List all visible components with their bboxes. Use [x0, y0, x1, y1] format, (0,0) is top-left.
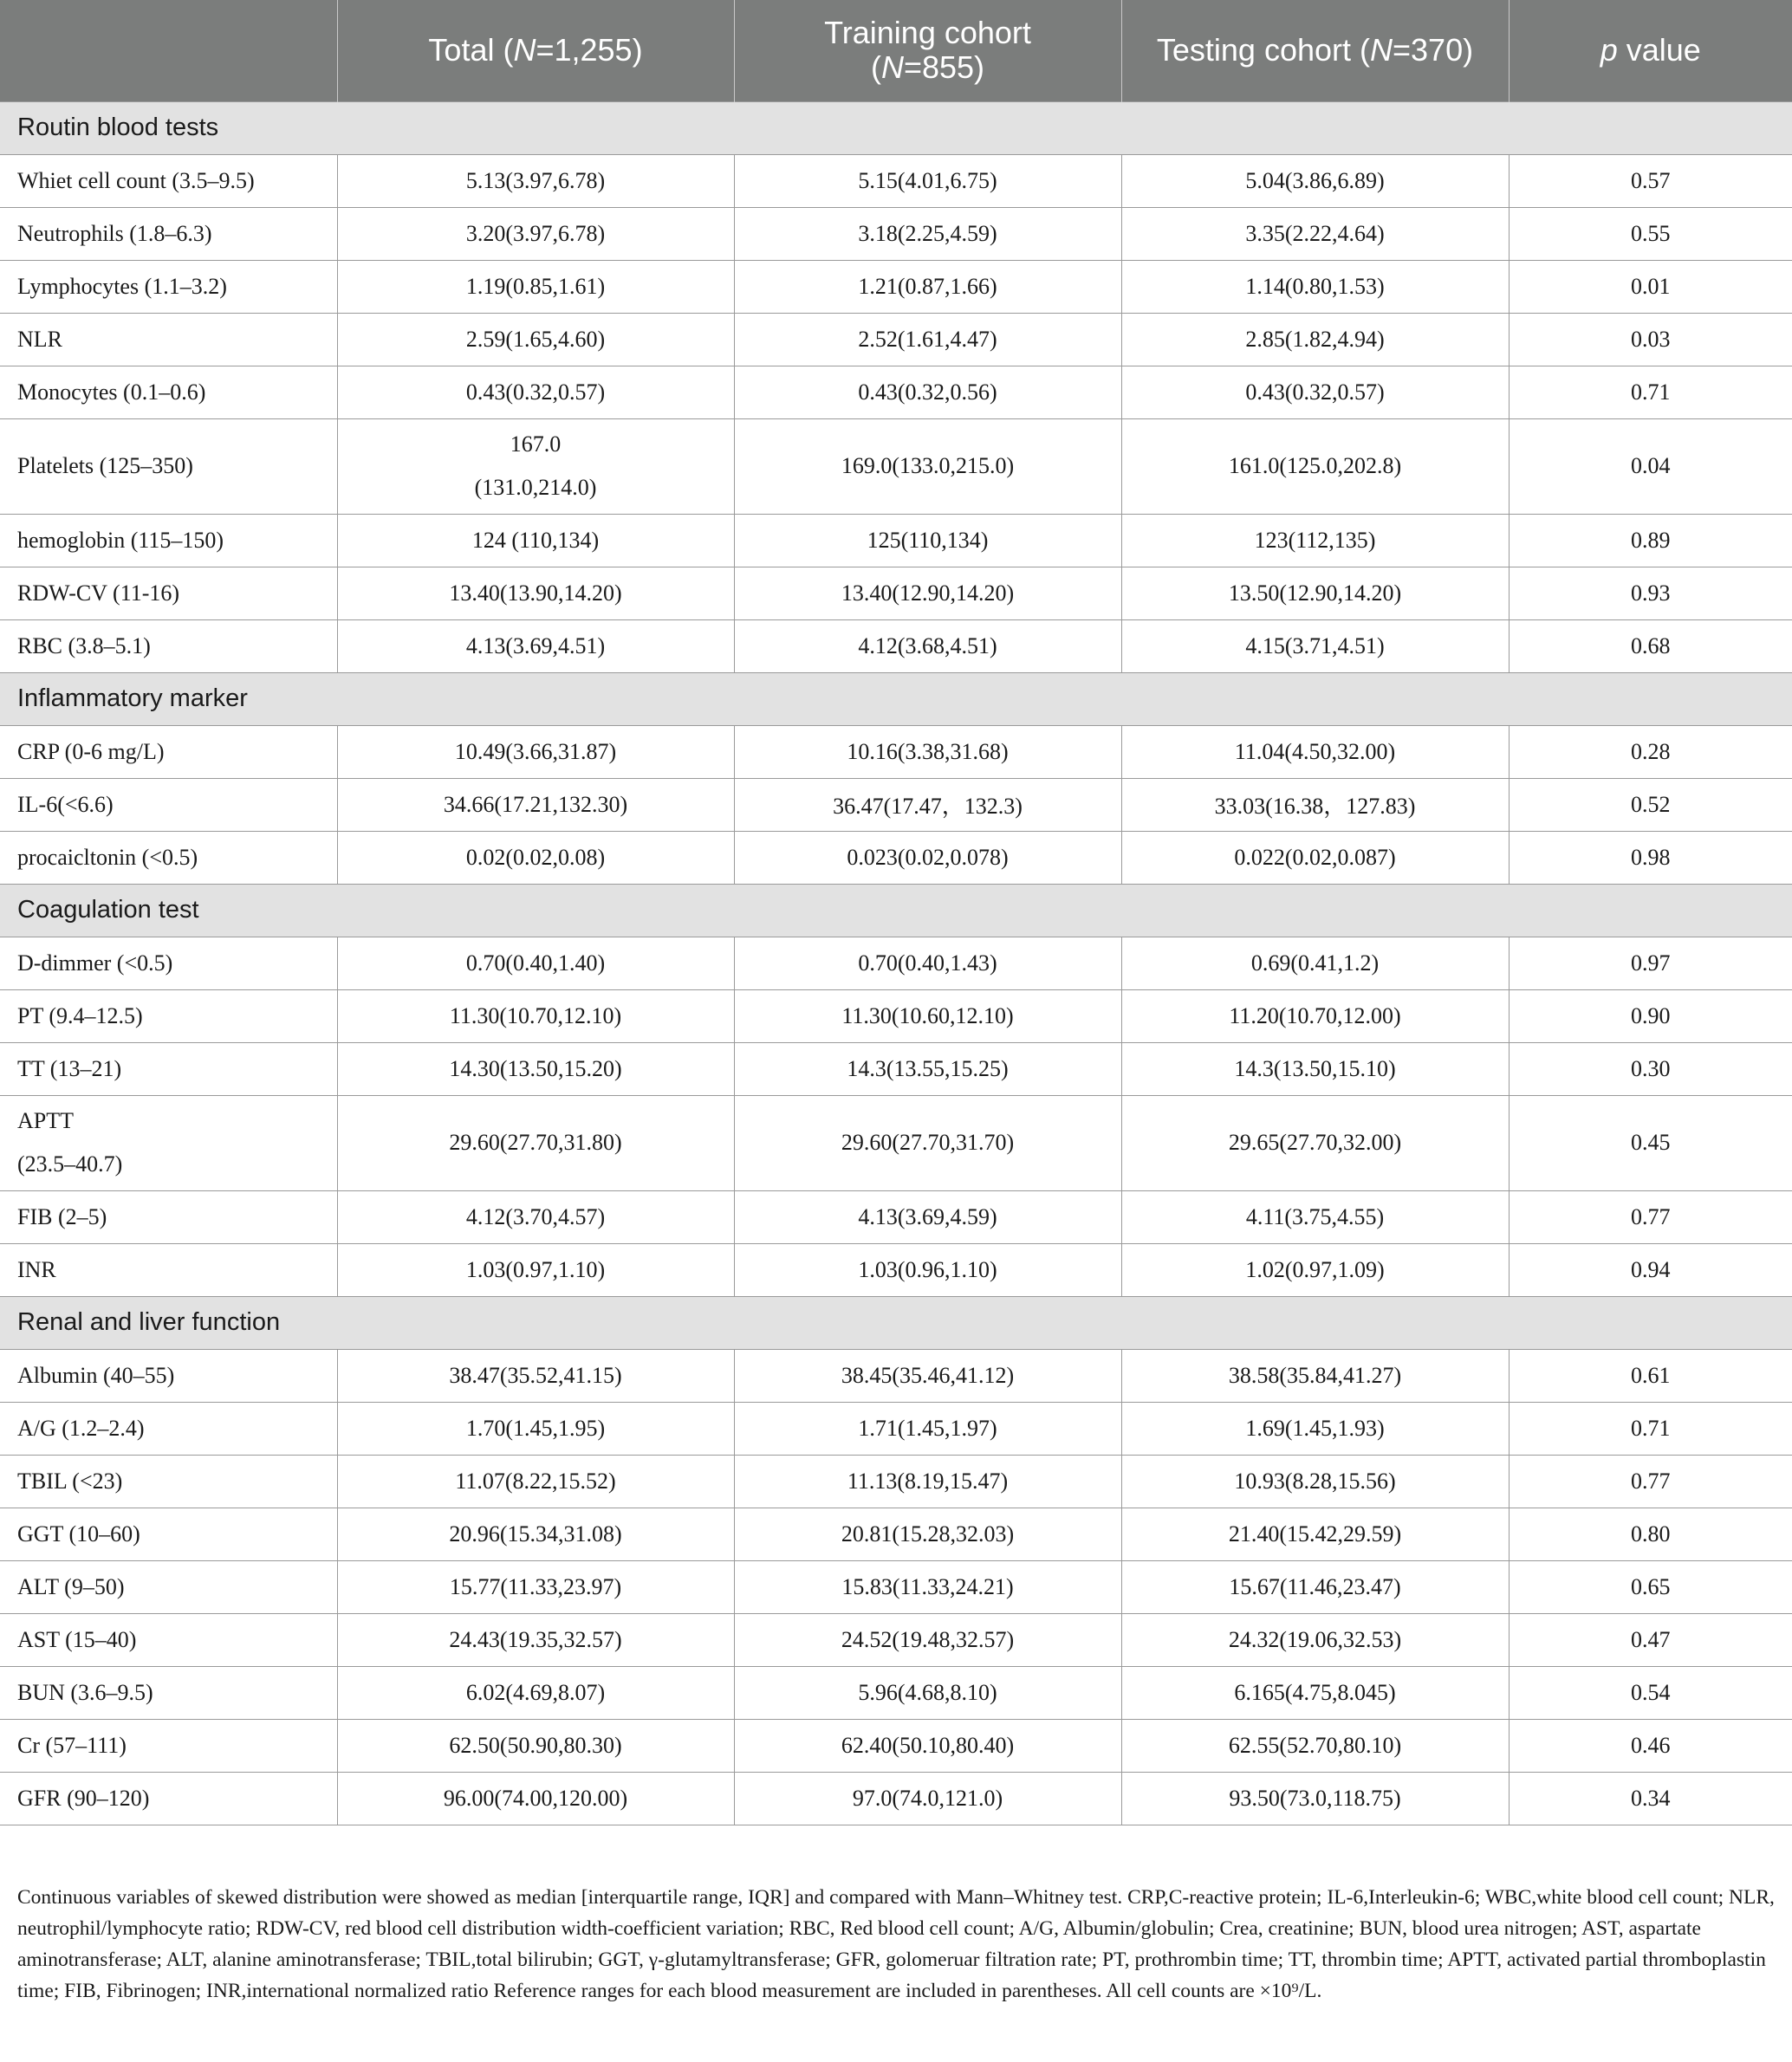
cell-training: 1.03(0.96,1.10): [734, 1243, 1121, 1296]
cell-testing: 93.50(73.0,118.75): [1121, 1772, 1509, 1825]
table-row: [0, 1613, 1792, 1666]
cell-training: 20.81(15.28,32.03): [734, 1508, 1121, 1560]
cell-training: 14.3(13.55,15.25): [734, 1042, 1121, 1095]
cell-total: 0.43(0.32,0.57): [337, 366, 734, 418]
table-row: [0, 1402, 1792, 1455]
row-label: RDW-CV (11-16): [0, 567, 337, 619]
row-label: NLR: [0, 313, 337, 366]
cell-testing: 1.69(1.45,1.93): [1121, 1402, 1509, 1455]
section-header-row: [0, 101, 1792, 154]
table-body: [0, 101, 1792, 1825]
cell-total: 11.30(10.70,12.10): [337, 989, 734, 1042]
row-label: TBIL (<23): [0, 1455, 337, 1508]
header-total: Total (N=1,255): [337, 0, 734, 101]
cell-total: 14.30(13.50,15.20): [337, 1042, 734, 1095]
cell-testing: 13.50(12.90,14.20): [1121, 567, 1509, 619]
cell-testing: 3.35(2.22,4.64): [1121, 207, 1509, 260]
cell-testing: 15.67(11.46,23.47): [1121, 1560, 1509, 1613]
row-label: D-dimmer (<0.5): [0, 937, 337, 989]
cell-p-value: 0.57: [1509, 154, 1792, 207]
cell-training: 11.30(10.60,12.10): [734, 989, 1121, 1042]
cell-total: 1.70(1.45,1.95): [337, 1402, 734, 1455]
cell-p-value: 0.47: [1509, 1613, 1792, 1666]
cell-total: 167.0 (131.0,214.0): [337, 418, 734, 514]
header-testing: Testing cohort (N=370): [1121, 0, 1509, 101]
cell-p-value: 0.30: [1509, 1042, 1792, 1095]
table-row: [0, 1560, 1792, 1613]
table-row: [0, 619, 1792, 672]
cell-total: 0.02(0.02,0.08): [337, 831, 734, 884]
table-row: [0, 1349, 1792, 1402]
row-label: Monocytes (0.1–0.6): [0, 366, 337, 418]
cell-total: 38.47(35.52,41.15): [337, 1349, 734, 1402]
cell-p-value: 0.55: [1509, 207, 1792, 260]
row-label: hemoglobin (115–150): [0, 514, 337, 567]
row-label: Albumin (40–55): [0, 1349, 337, 1402]
cell-training: 3.18(2.25,4.59): [734, 207, 1121, 260]
table-row: [0, 260, 1792, 313]
cell-training: 29.60(27.70,31.70): [734, 1095, 1121, 1190]
cell-total: 0.70(0.40,1.40): [337, 937, 734, 989]
cell-testing: 161.0(125.0,202.8): [1121, 418, 1509, 514]
cell-training: 13.40(12.90,14.20): [734, 567, 1121, 619]
section-title: Inflammatory marker: [0, 672, 1792, 725]
table-row: [0, 154, 1792, 207]
cell-p-value: 0.04: [1509, 418, 1792, 514]
row-label: procaicltonin (<0.5): [0, 831, 337, 884]
cell-total: 11.07(8.22,15.52): [337, 1455, 734, 1508]
cell-training: 24.52(19.48,32.57): [734, 1613, 1121, 1666]
table-row: [0, 1508, 1792, 1560]
table-row: [0, 1455, 1792, 1508]
cell-testing: 11.04(4.50,32.00): [1121, 725, 1509, 778]
cell-total: 5.13(3.97,6.78): [337, 154, 734, 207]
cell-p-value: 0.77: [1509, 1190, 1792, 1243]
table-row: [0, 1772, 1792, 1825]
cell-testing: 33.03(16.38，127.83): [1121, 778, 1509, 831]
row-label: FIB (2–5): [0, 1190, 337, 1243]
cell-p-value: 0.94: [1509, 1243, 1792, 1296]
cell-testing: 4.15(3.71,4.51): [1121, 619, 1509, 672]
row-label: APTT (23.5–40.7): [0, 1095, 337, 1190]
table-row: [0, 989, 1792, 1042]
cell-testing: 4.11(3.75,4.55): [1121, 1190, 1509, 1243]
table-row: [0, 313, 1792, 366]
header-training: Training cohort (N=855): [734, 0, 1121, 101]
cell-testing: 0.43(0.32,0.57): [1121, 366, 1509, 418]
header-label: [0, 0, 337, 101]
row-label: INR: [0, 1243, 337, 1296]
cell-p-value: 0.71: [1509, 366, 1792, 418]
table-row: [0, 831, 1792, 884]
cell-training: 4.13(3.69,4.59): [734, 1190, 1121, 1243]
cell-training: 62.40(50.10,80.40): [734, 1719, 1121, 1772]
table-row: [0, 567, 1792, 619]
cell-total: 6.02(4.69,8.07): [337, 1666, 734, 1719]
cell-testing: 0.69(0.41,1.2): [1121, 937, 1509, 989]
cell-total: 124 (110,134): [337, 514, 734, 567]
cell-p-value: 0.80: [1509, 1508, 1792, 1560]
table-row: [0, 1095, 1792, 1190]
row-label: IL-6(<6.6): [0, 778, 337, 831]
section-header-row: [0, 884, 1792, 937]
cell-testing: 21.40(15.42,29.59): [1121, 1508, 1509, 1560]
cell-training: 1.21(0.87,1.66): [734, 260, 1121, 313]
table-row: [0, 1190, 1792, 1243]
cell-testing: 29.65(27.70,32.00): [1121, 1095, 1509, 1190]
row-label: A/G (1.2–2.4): [0, 1402, 337, 1455]
cell-testing: 2.85(1.82,4.94): [1121, 313, 1509, 366]
cell-total: 1.19(0.85,1.61): [337, 260, 734, 313]
cell-testing: 6.165(4.75,8.045): [1121, 1666, 1509, 1719]
cell-total: 34.66(17.21,132.30): [337, 778, 734, 831]
cell-testing: 123(112,135): [1121, 514, 1509, 567]
cell-testing: 10.93(8.28,15.56): [1121, 1455, 1509, 1508]
row-label: CRP (0-6 mg/L): [0, 725, 337, 778]
cell-testing: 1.14(0.80,1.53): [1121, 260, 1509, 313]
row-label: Whiet cell count (3.5–9.5): [0, 154, 337, 207]
cell-training: 10.16(3.38,31.68): [734, 725, 1121, 778]
cell-training: 4.12(3.68,4.51): [734, 619, 1121, 672]
cell-training: 2.52(1.61,4.47): [734, 313, 1121, 366]
cell-p-value: 0.45: [1509, 1095, 1792, 1190]
cell-p-value: 0.97: [1509, 937, 1792, 989]
cell-training: 36.47(17.47，132.3): [734, 778, 1121, 831]
row-label: AST (15–40): [0, 1613, 337, 1666]
header-p-value: p value: [1509, 0, 1792, 101]
cell-training: 1.71(1.45,1.97): [734, 1402, 1121, 1455]
cell-total: 20.96(15.34,31.08): [337, 1508, 734, 1560]
cell-p-value: 0.54: [1509, 1666, 1792, 1719]
row-label: Platelets (125–350): [0, 418, 337, 514]
cell-testing: 0.022(0.02,0.087): [1121, 831, 1509, 884]
row-label: RBC (3.8–5.1): [0, 619, 337, 672]
cell-p-value: 0.28: [1509, 725, 1792, 778]
cell-testing: 24.32(19.06,32.53): [1121, 1613, 1509, 1666]
row-label: Lymphocytes (1.1–3.2): [0, 260, 337, 313]
cell-total: 96.00(74.00,120.00): [337, 1772, 734, 1825]
cell-training: 15.83(11.33,24.21): [734, 1560, 1121, 1613]
table-row: [0, 778, 1792, 831]
row-label: GFR (90–120): [0, 1772, 337, 1825]
cell-p-value: 0.65: [1509, 1560, 1792, 1613]
table-row: [0, 1666, 1792, 1719]
table-row: [0, 366, 1792, 418]
cell-testing: 38.58(35.84,41.27): [1121, 1349, 1509, 1402]
table-row: [0, 1243, 1792, 1296]
cell-total: 62.50(50.90,80.30): [337, 1719, 734, 1772]
row-label: TT (13–21): [0, 1042, 337, 1095]
cell-testing: 62.55(52.70,80.10): [1121, 1719, 1509, 1772]
cell-training: 0.70(0.40,1.43): [734, 937, 1121, 989]
cell-total: 4.12(3.70,4.57): [337, 1190, 734, 1243]
cell-p-value: 0.71: [1509, 1402, 1792, 1455]
cell-p-value: 0.77: [1509, 1455, 1792, 1508]
table-row: [0, 207, 1792, 260]
row-label: GGT (10–60): [0, 1508, 337, 1560]
cell-total: 10.49(3.66,31.87): [337, 725, 734, 778]
cell-p-value: 0.34: [1509, 1772, 1792, 1825]
cell-total: 24.43(19.35,32.57): [337, 1613, 734, 1666]
row-label: ALT (9–50): [0, 1560, 337, 1613]
cell-testing: 11.20(10.70,12.00): [1121, 989, 1509, 1042]
cell-total: 3.20(3.97,6.78): [337, 207, 734, 260]
cell-p-value: 0.89: [1509, 514, 1792, 567]
cell-total: 13.40(13.90,14.20): [337, 567, 734, 619]
cell-p-value: 0.68: [1509, 619, 1792, 672]
table-row: [0, 418, 1792, 514]
cell-training: 5.15(4.01,6.75): [734, 154, 1121, 207]
cell-training: 125(110,134): [734, 514, 1121, 567]
table-row: [0, 937, 1792, 989]
table-footnote: Continuous variables of skewed distribution were showed as median [interquartile range, IQR] and compared with Mann–Whitney test. CRP,C-reactive protein; IL-6,Interleukin-6; WBC,white blood cell count; NLR, neutrophil/lymphocyte ratio; RDW-CV, red blood cell distribution width-coefficient variation; RBC, Red blood cell count; A/G, Albumin/globulin; Crea, creatinine; BUN, blood urea nitrogen; AST, aspartate aminotransferase; ALT, alanine aminotransferase; TBIL,total bilirubin; GGT, γ-glutamyltransferase; GFR, golomeruar filtration rate; PT, prothrombin time; TT, thrombin time; APTT, activated partial thromboplastin time; FIB, Fibrinogen; INR,international normalized ratio Reference ranges for each blood measurement are included in parentheses. All cell counts are ×10⁹/L.: [17, 1886, 1775, 2002]
section-title: Renal and liver function: [0, 1296, 1792, 1349]
cell-training: 97.0(74.0,121.0): [734, 1772, 1121, 1825]
section-title: Routin blood tests: [0, 101, 1792, 154]
cell-p-value: 0.90: [1509, 989, 1792, 1042]
section-header-row: [0, 1296, 1792, 1349]
cell-p-value: 0.03: [1509, 313, 1792, 366]
cell-training: 11.13(8.19,15.47): [734, 1455, 1121, 1508]
cell-total: 29.60(27.70,31.80): [337, 1095, 734, 1190]
cell-p-value: 0.98: [1509, 831, 1792, 884]
cell-training: 38.45(35.46,41.12): [734, 1349, 1121, 1402]
cell-p-value: 0.52: [1509, 778, 1792, 831]
cell-testing: 1.02(0.97,1.09): [1121, 1243, 1509, 1296]
section-header-row: [0, 672, 1792, 725]
cell-total: 15.77(11.33,23.97): [337, 1560, 734, 1613]
row-label: Cr (57–111): [0, 1719, 337, 1772]
table-row: [0, 1719, 1792, 1772]
cell-total: 2.59(1.65,4.60): [337, 313, 734, 366]
cell-p-value: 0.61: [1509, 1349, 1792, 1402]
cell-total: 4.13(3.69,4.51): [337, 619, 734, 672]
cell-training: 0.023(0.02,0.078): [734, 831, 1121, 884]
cell-training: 169.0(133.0,215.0): [734, 418, 1121, 514]
row-label: PT (9.4–12.5): [0, 989, 337, 1042]
cell-testing: 5.04(3.86,6.89): [1121, 154, 1509, 207]
section-title: Coagulation test: [0, 884, 1792, 937]
cell-p-value: 0.46: [1509, 1719, 1792, 1772]
cell-training: 5.96(4.68,8.10): [734, 1666, 1121, 1719]
table-row: [0, 725, 1792, 778]
cell-total: 1.03(0.97,1.10): [337, 1243, 734, 1296]
table-row: [0, 1042, 1792, 1095]
cell-p-value: 0.93: [1509, 567, 1792, 619]
header-row: [0, 0, 1792, 101]
cell-p-value: 0.01: [1509, 260, 1792, 313]
row-label: BUN (3.6–9.5): [0, 1666, 337, 1719]
cell-testing: 14.3(13.50,15.10): [1121, 1042, 1509, 1095]
cell-training: 0.43(0.32,0.56): [734, 366, 1121, 418]
table-row: [0, 514, 1792, 567]
row-label: Neutrophils (1.8–6.3): [0, 207, 337, 260]
